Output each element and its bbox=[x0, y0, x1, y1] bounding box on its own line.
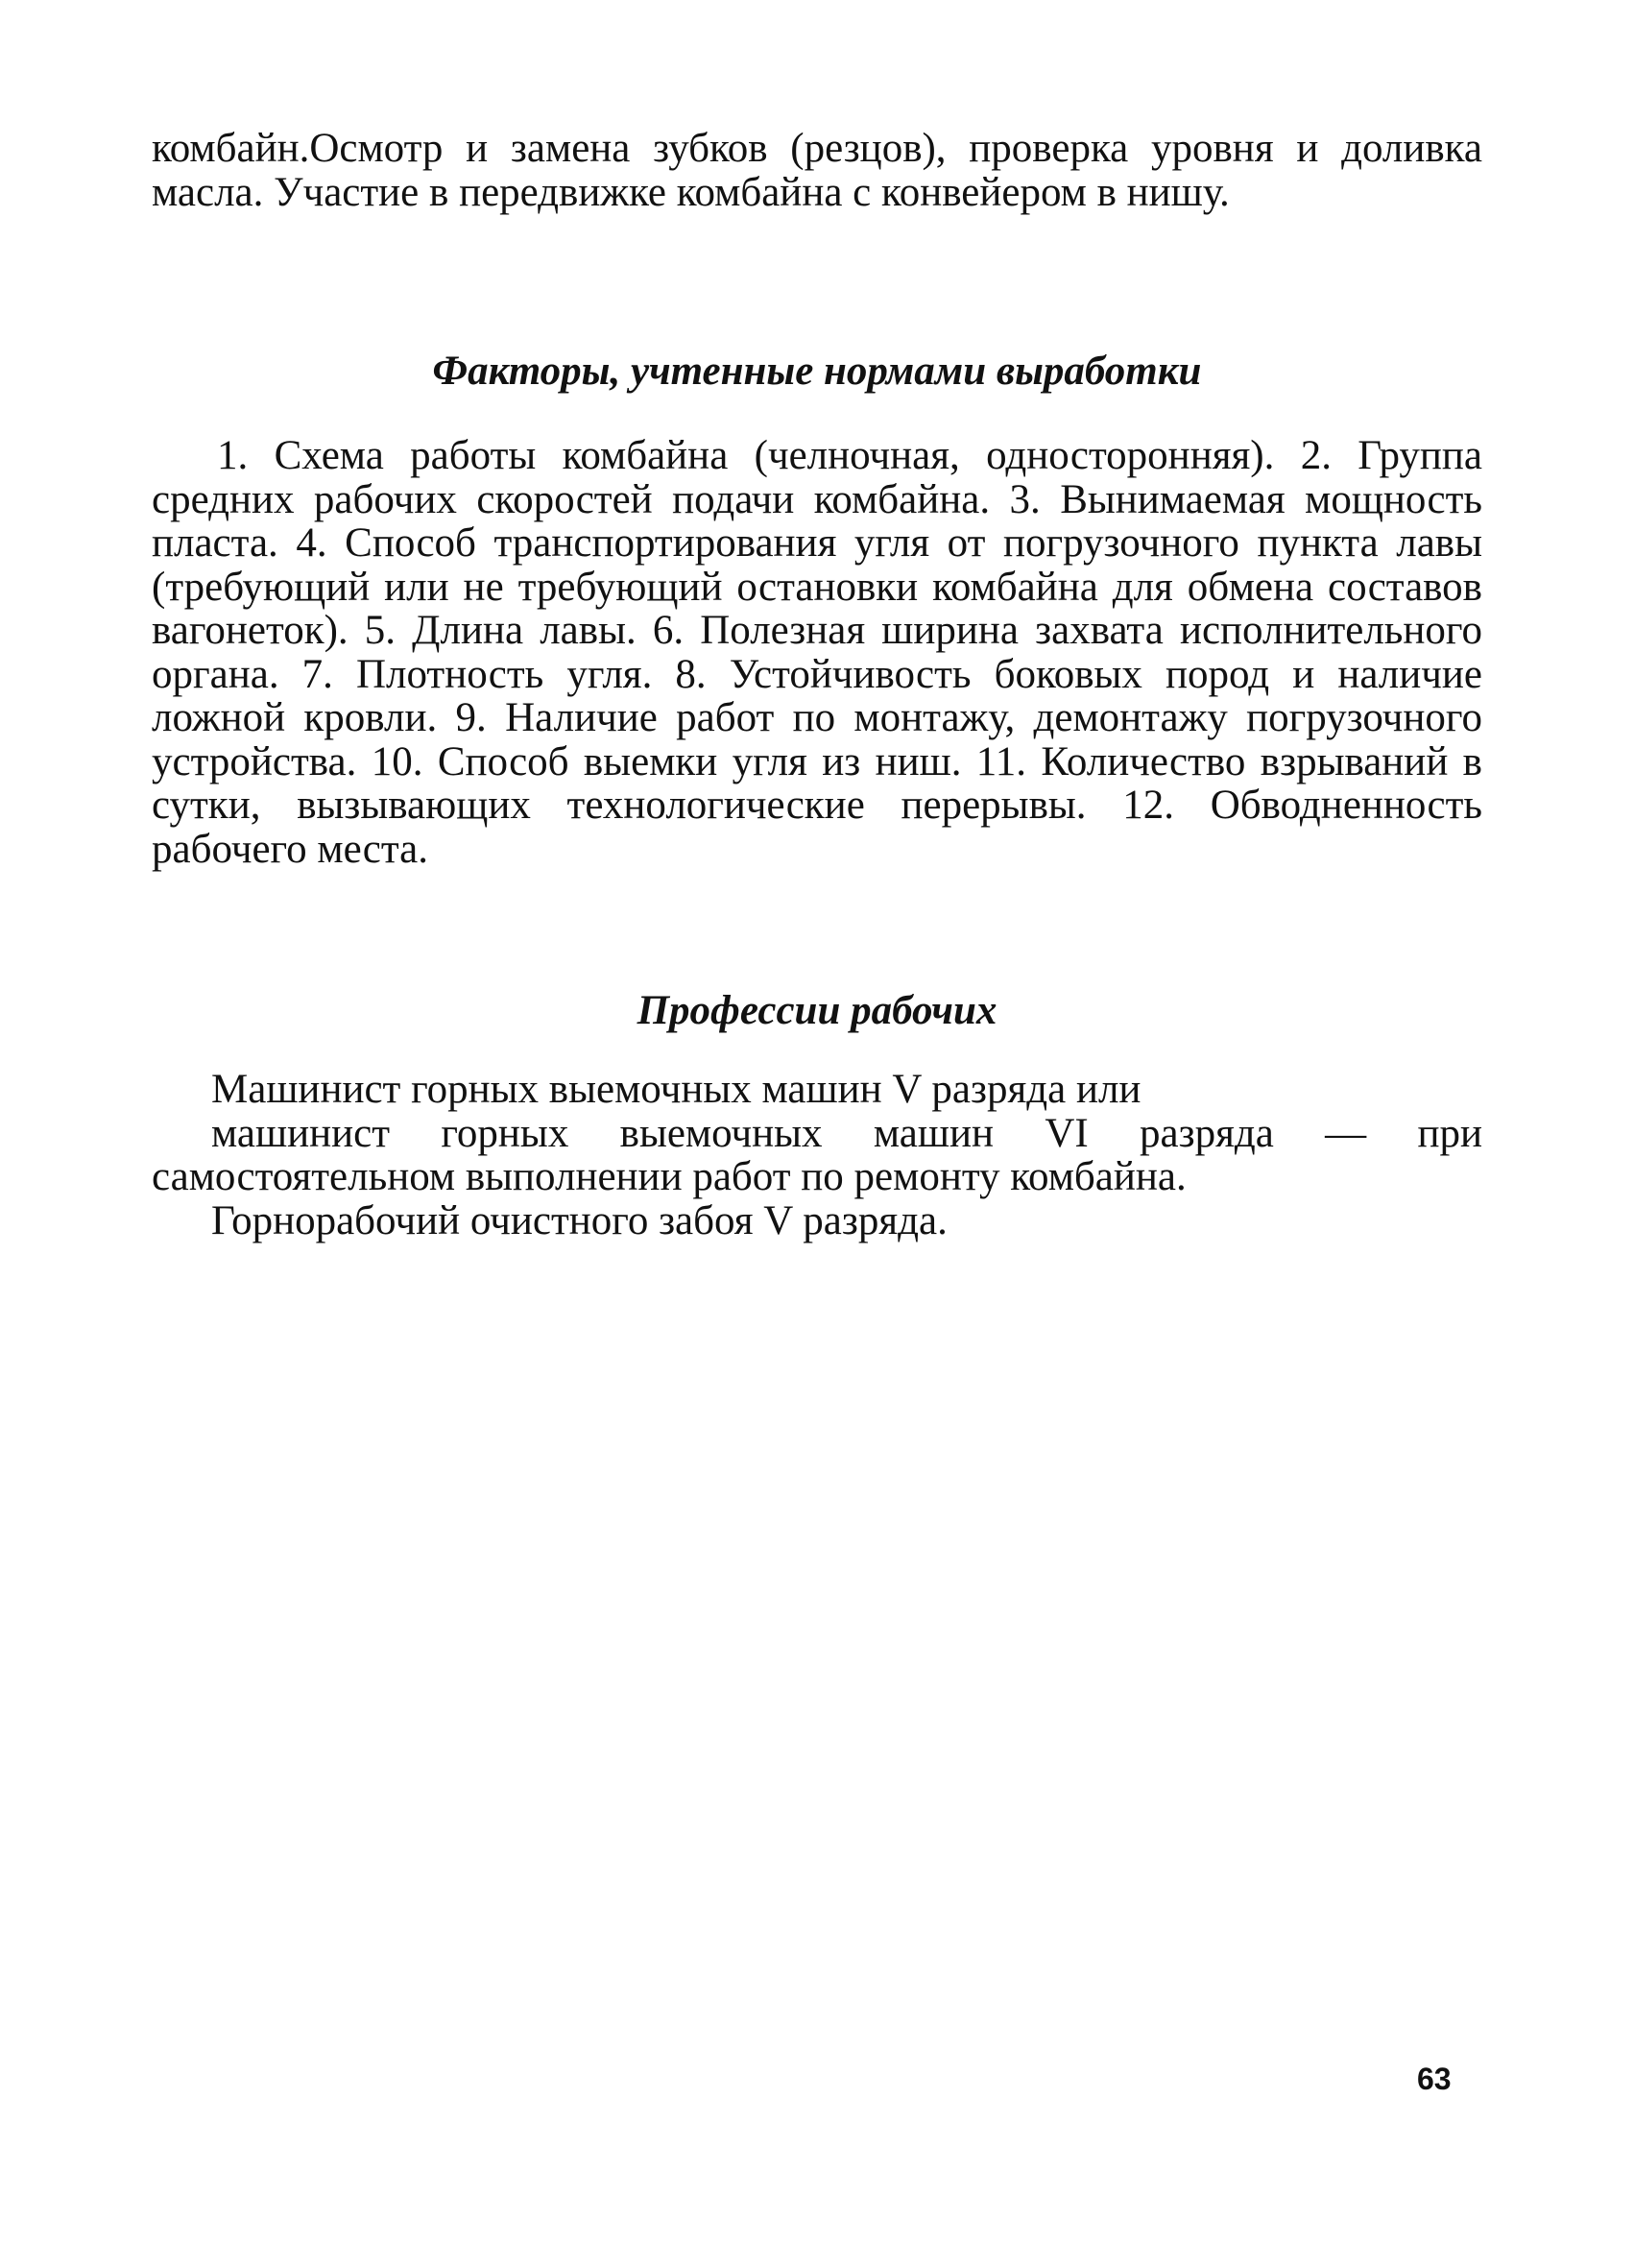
profession-item: Машинист горных выемочных машин V разряда или bbox=[211, 1067, 1141, 1112]
profession-item: Горнорабочий очистного забоя V разряда. bbox=[211, 1197, 948, 1243]
professions-list bbox=[152, 1068, 1482, 1243]
intro-paragraph: комбайн.Осмотр и замена зубков (резцов), проверка уровня и доливка масла. Участие в передвижке комбайна с конвейером в нишу. bbox=[152, 126, 1482, 215]
page-number: 63 bbox=[1417, 2062, 1452, 2096]
factors-heading: Факторы, учтенные нормами выработки bbox=[432, 349, 1202, 394]
professions-heading: Профессии рабочих bbox=[637, 988, 997, 1033]
factors-paragraph: 1. Схема работы комбайна (челночная, односторонняя). 2. Группа средних рабочих скоростей подачи комбайна. 3. Вынимаемая мощность пласта. 4. Способ транспортирования угля от погрузочного пункта лавы (требующий или не требующий остановки комбайна для обмена составов вагонеток). 5. Длина лавы. 6. Полезная ширина захвата исполнительного органа. 7. Плотность угля. 8. Устойчивость боковых пород и наличие ложной кровли. 9. Наличие работ по монтажу, демонтажу погрузочного устройства. 10. Способ выемки угля из ниш. 11. Количество взрываний в сутки, вызывающих технологические перерывы. 12. Обводненность рабочего места. bbox=[152, 433, 1482, 872]
profession-item: машинист горных выемочных машин VI разряда — при самостоятельном выполнении работ по ремонту комбайна. bbox=[152, 1110, 1482, 1199]
